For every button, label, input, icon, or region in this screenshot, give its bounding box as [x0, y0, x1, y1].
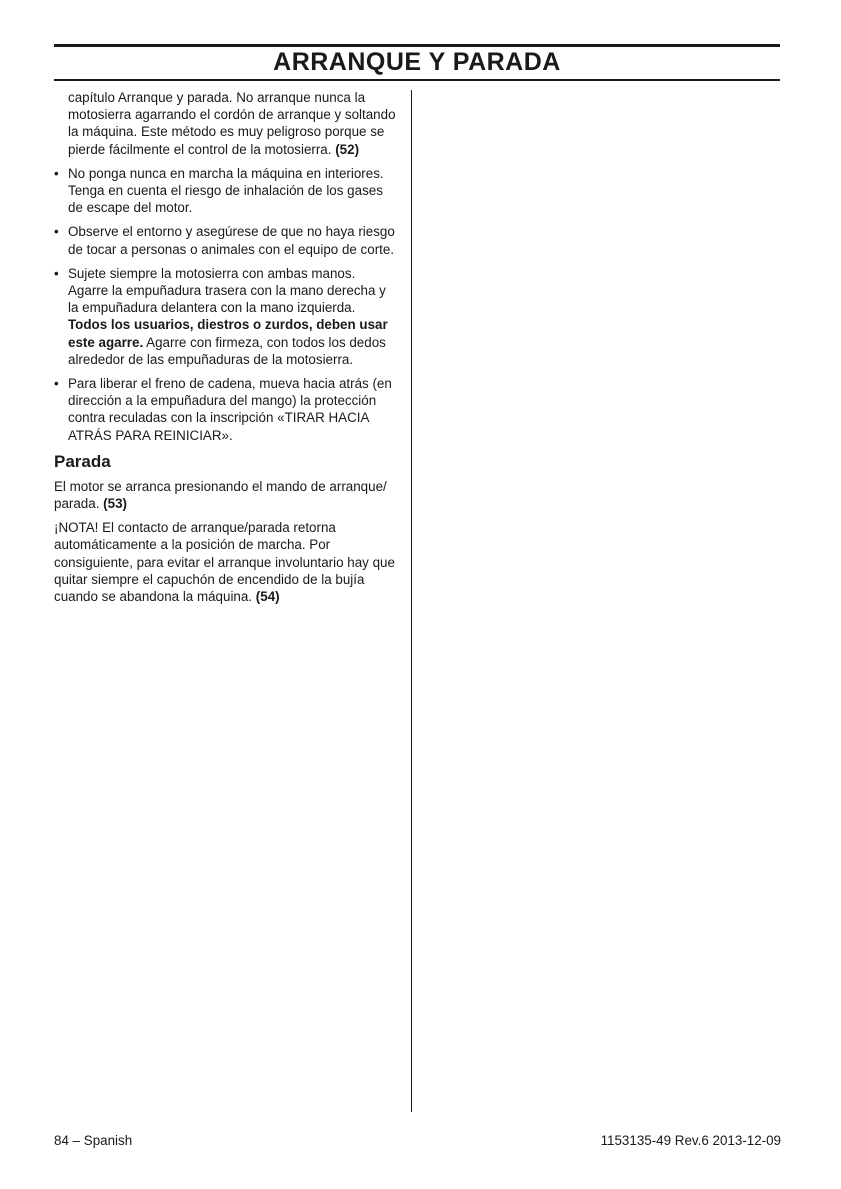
page-number: 84 – Spanish	[54, 1133, 133, 1148]
bullet-item	[54, 265, 398, 368]
paragraph-text: El motor se arranca presionando el mando de arranque/ parada.	[54, 478, 387, 512]
section-paragraph	[54, 478, 398, 512]
bullet-item	[54, 165, 398, 217]
intro-text: capítulo Arranque y parada. No arranque nunca la motosierra agarrando el cordón de arranque y soltando la máquina. Este método es muy peligroso porque se pierde fácilmente el control de la motosierra.	[68, 90, 396, 157]
figure-ref-54: (54)	[255, 589, 280, 605]
bullet-marker: •	[54, 376, 59, 392]
bullet-text: Observe el entorno y asegúrese de que no haya riesgo de tocar a personas o animales con el equipo de corte.	[68, 224, 395, 257]
section-paragraph	[54, 519, 398, 605]
bullet-marker: •	[54, 224, 59, 240]
paragraph-text: ¡NOTA! El contacto de arranque/parada retorna automáticamente a la posición de marcha. Por consiguiente, para evitar el arranque involuntario hay que quitar siempre el capuchón de encendido de la bujía cuando se abandona la máquina.	[54, 520, 395, 605]
intro-paragraph	[54, 89, 398, 158]
header-rule-bottom	[54, 79, 780, 81]
page-title: ARRANQUE Y PARADA	[273, 48, 561, 76]
column-divider	[411, 90, 412, 1112]
bullet-text: Agarre con firmeza, con todos los dedos alrededor de las empuñaduras de la motosierra.	[68, 334, 386, 367]
bullet-item	[54, 375, 398, 444]
bullet-marker: •	[54, 265, 59, 281]
figure-ref-53: (53)	[103, 496, 127, 512]
section-heading: Parada	[54, 451, 111, 471]
bullet-text: Para liberar el freno de cadena, mueva hacia atrás (en dirección a la empuñadura del mango) la protección contra reculadas con la inscripción «TIRAR HACIA ATRÁS PARA REINICIAR».	[68, 376, 392, 443]
bullet-item	[54, 223, 398, 257]
bullet-bold-text: Todos los usuarios, diestros o zurdos, deben usar este agarre.	[68, 317, 388, 350]
document-revision: 1153135-49 Rev.6 2013-12-09	[600, 1133, 781, 1148]
bullet-text: No ponga nunca en marcha la máquina en interiores. Tenga en cuenta el riesgo de inhalación de los gases de escape del motor.	[68, 165, 384, 216]
bullet-marker: •	[54, 165, 59, 181]
figure-ref-52: (52)	[335, 141, 360, 157]
left-column	[54, 89, 398, 612]
bullet-text: Sujete siempre la motosierra con ambas manos. Agarre la empuñadura trasera con la mano derecha y la empuñadura delantera con la mano izquierda.	[68, 265, 386, 316]
